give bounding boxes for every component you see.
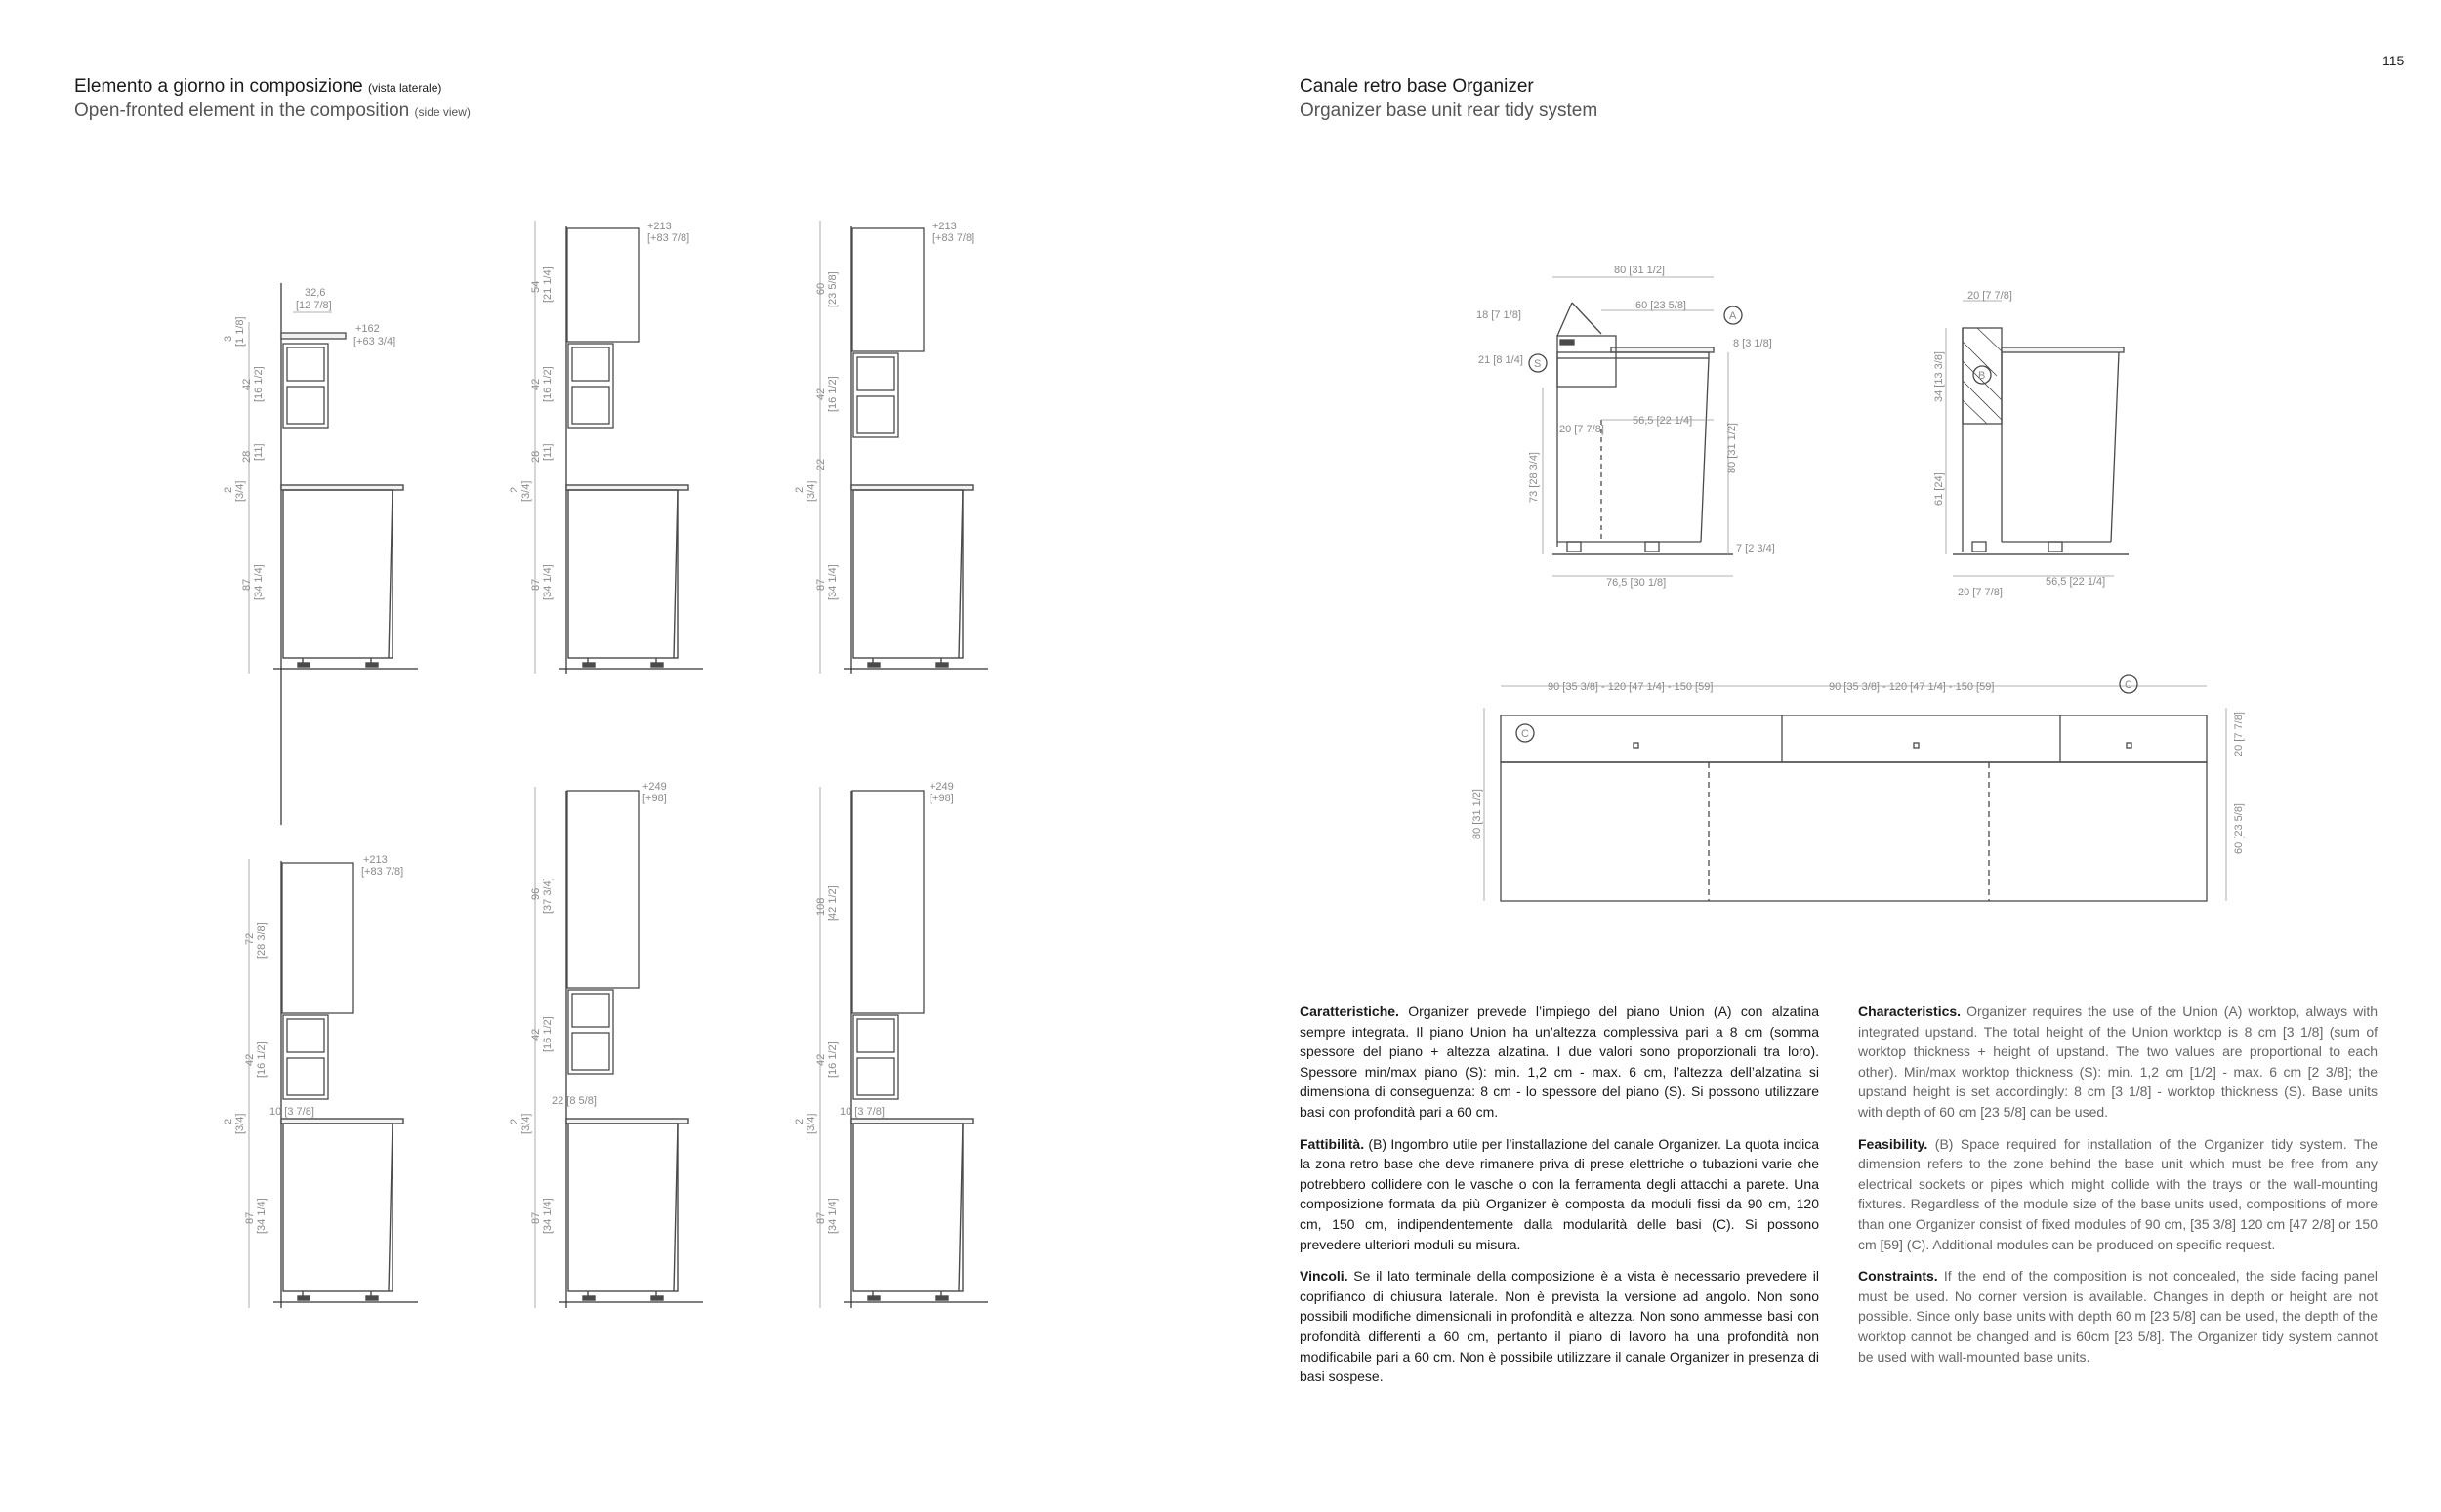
left-title-en: Open-fronted element in the composition (side view): [74, 101, 471, 121]
side-view-3: [794, 221, 988, 674]
dim-text: 42: [244, 1053, 256, 1066]
dim-text: +213: [363, 854, 388, 866]
dim-text: 56,5 [22 1/4]: [2046, 576, 2106, 588]
organizer-detail-view: [1946, 301, 2129, 576]
right-title-it: Canale retro base Organizer: [1300, 76, 1534, 97]
dim-text: 42: [815, 1053, 827, 1066]
dim-text: +249: [642, 781, 667, 793]
text-column-en: [1858, 1001, 2378, 1378]
dim-text: [16 1/2]: [827, 1042, 839, 1078]
side-view-2: [509, 221, 703, 674]
dim-text: 96: [530, 887, 542, 900]
dim-text: 28: [241, 450, 253, 463]
dim-text: 80 [31 1/2]: [1726, 423, 1738, 473]
dim-text: [34 1/4]: [542, 1198, 554, 1234]
dim-text: +213: [647, 221, 672, 232]
dim-text: [21 1/4]: [542, 266, 554, 303]
dim-text: 20 [7 7/8]: [1559, 424, 1604, 435]
dim-text: 2: [509, 486, 520, 493]
dim-text: 60 [23 5/8]: [2233, 803, 2245, 854]
dim-text: 87: [244, 1211, 256, 1224]
dim-text: [34 1/4]: [256, 1198, 268, 1234]
dim-text: 20 [7 7/8]: [1967, 290, 2012, 302]
paragraph-constraints-it: Vincoli. Se il lato terminale della composizione è a vista è necessario prevedere il coprifianco di chiusura laterale. Non è prevista la versione ad angolo. Non sono possibili modifiche dimensionali in profondità e altezza. Non sono ammesse basi con profondità differenti a 60 cm, pertanto il piano di lavoro ha una profondità non modificabile pari a 60 cm. Non è possibile utilizzare il canale Organizer in presenza di basi sospese.: [1300, 1268, 1819, 1385]
paragraph-feasibility-en: Feasibility. (B) Space required for installation of the Organizer tidy system. The dimension refers to the zone behind the base unit which must be free from any electrical sockets or pipes which might collide with the trays or the wall-mounting fixtures. Regardless of the module size of the base units used, compositions of more than one Organizer consist of fixed modules of 90 cm, [35 3/8] 120 cm [47 2/8] or 150 cm [59] (C). Additional modules can be produced on specific request.: [1858, 1135, 2378, 1252]
dim-text: 60: [815, 282, 827, 295]
label-a: A: [1729, 310, 1737, 322]
page-number: 115: [2382, 53, 2405, 68]
dim-text: 76,5 [30 1/8]: [1606, 577, 1667, 589]
dim-text: 34 [13 3/8]: [1933, 351, 1945, 402]
label-b: B: [1978, 370, 1986, 382]
dim-text: [3/4]: [806, 480, 817, 502]
dim-text: 54: [530, 280, 542, 293]
dim-text: 42: [530, 378, 542, 390]
dim-text: [+98]: [642, 793, 667, 804]
dim-text: [34 1/4]: [542, 564, 554, 600]
dim-text: [3/4]: [234, 480, 246, 502]
dim-text: 72: [244, 932, 256, 945]
dim-text: [37 3/4]: [542, 878, 554, 914]
paragraph-characteristics-en: Characteristics. Organizer requires the use of the Union (A) worktop, always with integrated upstand. The total height of the Union worktop is 8 cm [3 1/8] (sum of worktop thickness + height of upstand. The two values are proportional to each other). Min/max worktop thickness (S): min. 1,2 cm [1/2] - max. 6 cm [2 3/8]; the upstand height is set accordingly: 8 cm [3 1/8] - worktop thickness (S). Base units with depth of 60 cm [23 5/8] can be used.: [1858, 1003, 2378, 1120]
dim-text: [34 1/4]: [253, 564, 265, 600]
dim-text: [42 1/2]: [827, 885, 839, 921]
organizer-drawings: [1445, 254, 2285, 918]
dim-text: 80 [31 1/2]: [1614, 265, 1665, 276]
dim-text: 87: [815, 578, 827, 591]
dim-text: [16 1/2]: [256, 1042, 268, 1078]
side-view-1: [223, 283, 418, 825]
dim-text: [16 1/2]: [253, 366, 265, 402]
label-s: S: [1534, 358, 1542, 370]
label-c: C: [1521, 728, 1529, 740]
dim-text: 32,6: [305, 287, 326, 299]
dim-text: +249: [930, 781, 954, 793]
dim-text: [34 1/4]: [827, 564, 839, 600]
left-title-en-note: (side view): [414, 105, 471, 119]
side-view-5: [509, 781, 703, 1308]
dim-text: +162: [355, 323, 380, 335]
dim-text: 2: [223, 486, 234, 493]
dim-text: [16 1/2]: [542, 366, 554, 402]
dim-text: 87: [530, 578, 542, 591]
dim-text: 2: [509, 1118, 520, 1124]
dim-text: 90 [35 3/8] - 120 [47 1/4] - 150 [59]: [1829, 681, 1995, 693]
organizer-front-view: [1484, 675, 2226, 901]
dim-text: 22 [8 5/8]: [552, 1095, 597, 1107]
side-views-drawing: [0, 0, 1074, 1367]
dim-text: 10 [3 7/8]: [840, 1106, 885, 1118]
dim-text: 2: [794, 1118, 806, 1124]
dim-text: 21 [8 1/4]: [1478, 354, 1523, 366]
dim-text: 87: [241, 578, 253, 591]
right-title-en: Organizer base unit rear tidy system: [1300, 101, 1598, 121]
dim-text: 20 [7 7/8]: [2233, 712, 2245, 756]
dim-text: 3: [223, 335, 234, 342]
dim-text: [+63 3/4]: [353, 336, 396, 347]
dim-text: 20 [7 7/8]: [1958, 587, 2003, 598]
dim-text: 56,5 [22 1/4]: [1633, 415, 1693, 427]
dim-text: 80 [31 1/2]: [1471, 789, 1483, 839]
paragraph-constraints-en: Constraints. If the end of the composition is not concealed, the side facing panel must be used. No corner version is available. Changes in depth or height are not possible. Since only base units with depth 60 m [23 5/8] can be used, the depth of the worktop cannot be changed and is 60cm [23 5/8]. The Organizer tidy system cannot be used with wall-mounted base units.: [1858, 1268, 2378, 1365]
dim-text: 87: [815, 1211, 827, 1224]
label-c: C: [2125, 679, 2132, 691]
dim-text: [16 1/2]: [827, 376, 839, 412]
left-title-it-note: (vista laterale): [368, 81, 442, 95]
dim-text: [23 5/8]: [827, 271, 839, 307]
dim-text: 61 [24]: [1933, 472, 1945, 506]
dim-text: [28 3/8]: [256, 922, 268, 959]
dim-text: +213: [932, 221, 957, 232]
dim-text: 18 [7 1/8]: [1476, 309, 1521, 321]
dim-text: [16 1/2]: [542, 1016, 554, 1052]
dim-text: 60 [23 5/8]: [1635, 300, 1686, 311]
dim-text: 22: [815, 458, 827, 470]
dim-text: 2: [223, 1118, 234, 1124]
dim-text: 87: [530, 1211, 542, 1224]
dim-text: 42: [530, 1028, 542, 1041]
dim-text: [+83 7/8]: [647, 232, 690, 244]
dim-text: [3/4]: [234, 1113, 246, 1134]
dim-text: [3/4]: [520, 1113, 532, 1134]
dim-text: 73 [28 3/4]: [1528, 452, 1540, 503]
dim-text: 28: [530, 450, 542, 463]
dim-text: [+83 7/8]: [361, 866, 404, 878]
dim-text: [1 1/8]: [234, 316, 246, 347]
side-view-4: [223, 854, 418, 1308]
dim-text: 7 [2 3/4]: [1736, 543, 1775, 554]
dim-text: [11]: [253, 443, 265, 461]
dim-text: 2: [794, 486, 806, 493]
dim-text: 10 [3 7/8]: [269, 1106, 314, 1118]
dim-text: 42: [241, 378, 253, 390]
dim-text: 42: [815, 388, 827, 400]
dim-text: 8 [3 1/8]: [1733, 338, 1772, 349]
dim-text: [+98]: [930, 793, 954, 804]
dim-text: [11]: [542, 443, 554, 461]
text-column-it: [1300, 1001, 1819, 1399]
dim-text: [+83 7/8]: [932, 232, 975, 244]
dim-text: [3/4]: [520, 480, 532, 502]
dim-text: [12 7/8]: [296, 300, 332, 311]
dim-text: 108: [815, 897, 827, 916]
dim-text: [34 1/4]: [827, 1198, 839, 1234]
dim-text: 90 [35 3/8] - 120 [47 1/4] - 150 [59]: [1548, 681, 1714, 693]
dim-text: [3/4]: [806, 1113, 817, 1134]
paragraph-feasibility-it: Fattibilità. (B) Ingombro utile per l’installazione del canale Organizer. La quota indica la zona retro base che deve rimanere priva di prese elettriche o tubazioni varie che potrebbero collidere con le vasche o con la ferramenta degli attacchi a parete. Una composizione formata da più Organizer è composta da moduli fissi da 90 cm, 120 cm, 150 cm, indipendentemente dalla modularità delle basi (C). Si possono prevedere ulteriori moduli su misura.: [1300, 1135, 1819, 1252]
side-view-6: [794, 781, 988, 1308]
left-title-it: Elemento a giorno in composizione (vista laterale): [74, 76, 442, 97]
paragraph-characteristics-it: Caratteristiche. Organizer prevede l’impiego del piano Union (A) con alzatina sempre integrata. Il piano Union ha un’altezza complessiva pari a 8 cm (somma spessore del piano + altezza alzatina. I due valori sono proporzionali tra loro). Spessore min/max piano (S): min. 1,2 cm - max. 6 cm, l’altezza dell’alzatina si dimensiona di conseguenza: 8 cm - lo spessore del piano (S). Si possono utilizzare basi con profondità pari a 60 cm.: [1300, 1003, 1820, 1120]
